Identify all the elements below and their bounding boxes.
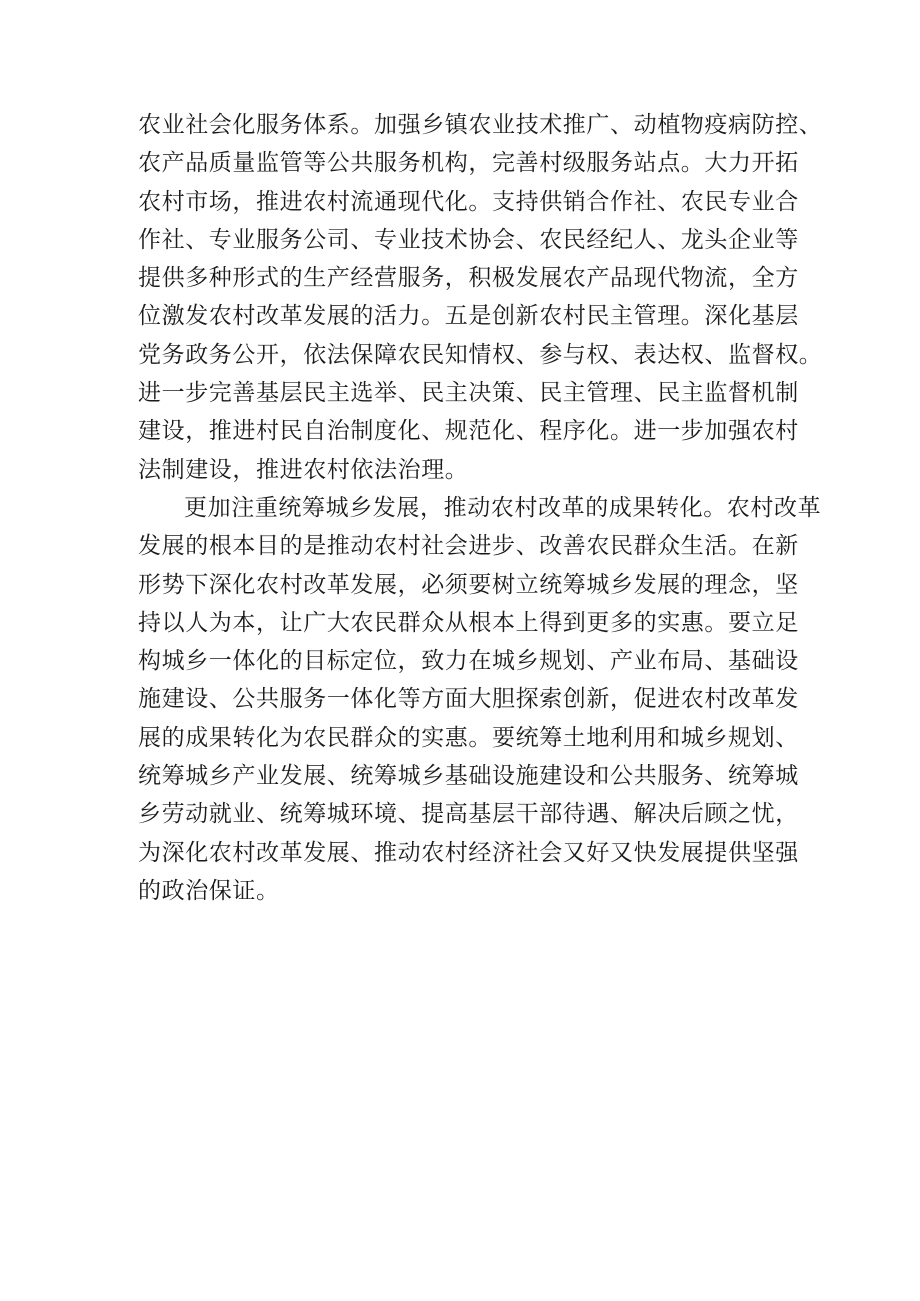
text-line: 构城乡一体化的目标定位，致力在城乡规划、产业布局、基础设 (138, 648, 799, 675)
text-line: 建设，推进村民自治制度化、规范化、程序化。进一步加强农村 (138, 418, 799, 445)
text-line: 展的成果转化为农民群众的实惠。要统筹土地利用和城乡规划、 (138, 724, 799, 751)
text-line: 形势下深化农村改革发展，必须要树立统筹城乡发展的理念，坚 (138, 571, 799, 598)
text-line: 法制建设，推进农村依法治理。 (138, 456, 469, 483)
text-line: 乡劳动就业、统筹城环境、提高基层干部待遇、解决后顾之忧， (138, 801, 799, 828)
text-line: 农业社会化服务体系。加强乡镇农业技术推广、动植物疫病防控、 (138, 112, 823, 138)
text-line: 进一步完善基层民主选举、民主决策、民主管理、民主监督机制 (138, 380, 799, 407)
text-line: 的政治保证。 (138, 877, 280, 904)
text-line: 统筹城乡产业发展、统筹城乡基础设施建设和公共服务、统筹城 (138, 763, 799, 790)
text-line: 发展的根本目的是推动农村社会进步、改善农民群众生活。在新 (138, 533, 799, 560)
text-line: 作社、专业服务公司、专业技术协会、农民经纪人、龙头企业等 (138, 226, 799, 253)
text-line: 为深化农村改革发展、推动农村经济社会又好又快发展提供坚强 (138, 839, 799, 866)
body-text (138, 106, 823, 910)
text-line: 提供多种形式的生产经营服务，积极发展农产品现代物流，全方 (138, 265, 799, 292)
text-line: 党务政务公开，依法保障农民知情权、参与权、表达权、监督权。 (138, 341, 823, 368)
text-line: 位激发农村改革发展的活力。五是创新农村民主管理。深化基层 (138, 303, 799, 330)
text-line: 持以人为本，让广大农民群众从根本上得到更多的实惠。要立足 (138, 609, 799, 636)
text-line: 施建设、公共服务一体化等方面大胆探索创新，促进农村改革发 (138, 686, 799, 713)
paragraph-start-line: 更加注重统筹城乡发展，推动农村改革的成果转化。农村改革 (184, 494, 822, 521)
text-line: 农村市场，推进农村流通现代化。支持供销合作社、农民专业合 (138, 188, 799, 215)
text-line: 农产品质量监管等公共服务机构，完善村级服务站点。大力开拓 (138, 150, 799, 177)
